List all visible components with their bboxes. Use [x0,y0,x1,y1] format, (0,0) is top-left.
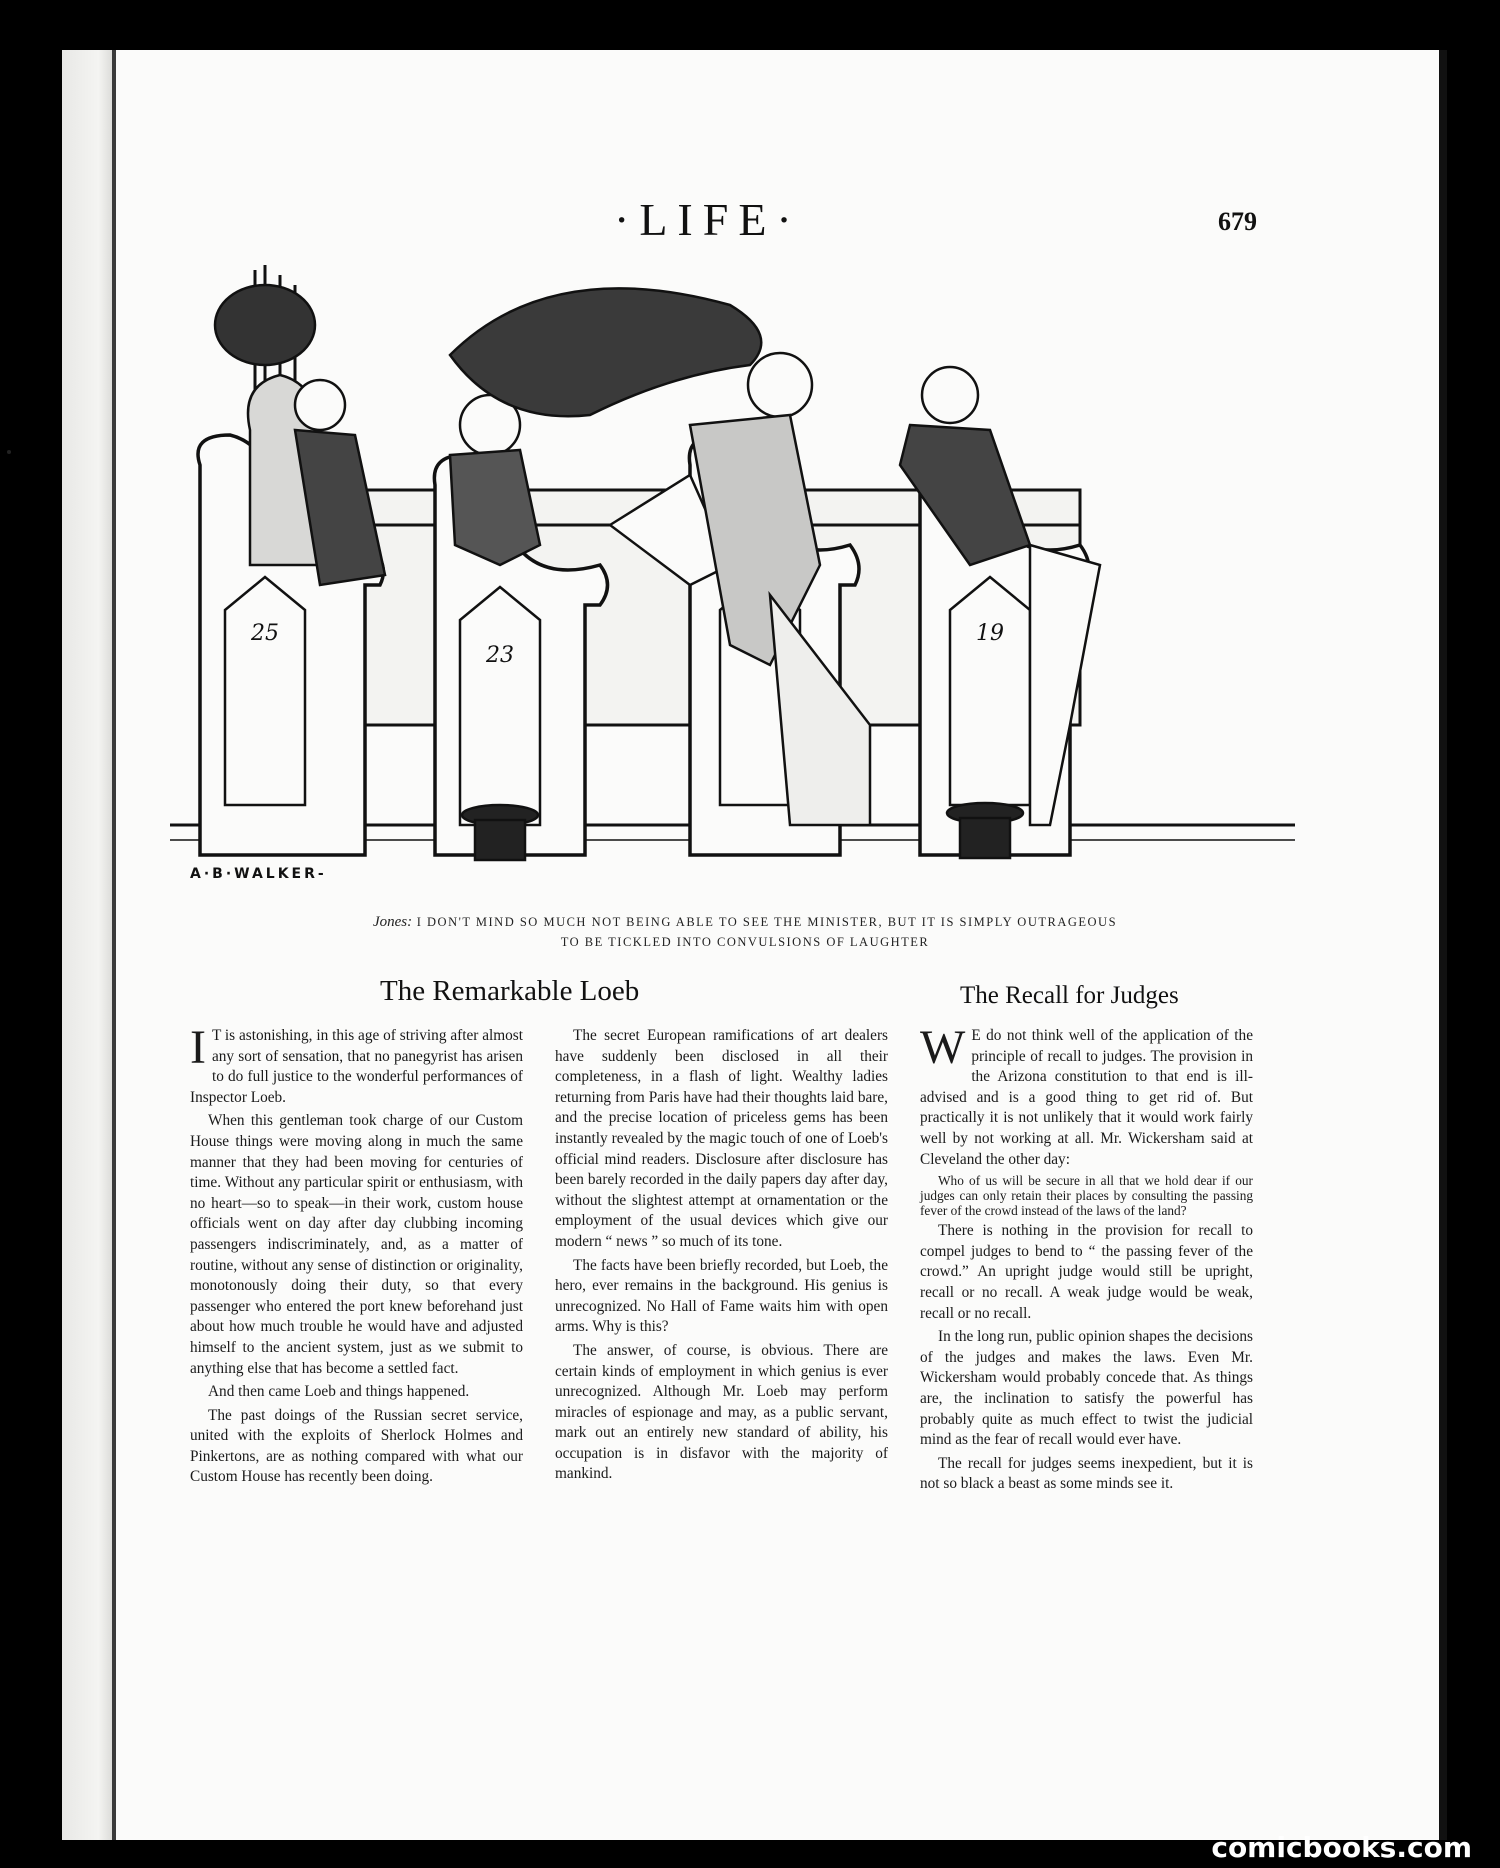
cartoon-caption [200,912,1290,952]
article-loeb-paragraph: The answer, of course, is obvious. There are certain kinds of employment in which genius is ever unrecognized. Although Mr. Loeb may perform miracles of espionage and may, as a public servant, mark out an entirely new standard of ability, his occupation is in disfavor with the majority of mankind. [555,1341,888,1483]
drop-cap: W [920,1021,966,1074]
article-loeb-paragraph: When this gentleman took charge of our Custom House things were moving along in much the same manner that they had been moving for centuries of time. Without any particular spirit or enthusiasm, with no heart—so to speak—in their work, custom house officials went on day after day clubbing incoming passengers indiscriminately, and, as a matter of routine, without any sense of distinction or originality, monotonously doing their duty, so that every passenger who entered the port knew beforehand just about how much trouble he would have and adjusted himself to the ancient system, just as we submit to anything else that has become a settled fact. [190,1112,523,1377]
article-recall-paragraph: There is nothing in the provision for recall to compel judges to bend to “ the passing fever of the crowd.” An upright judge would still be upright, recall or no recall. A weak judge would be weak, recall or no recall. [920,1222,1253,1322]
caption-speaker: Jones: [372,914,413,930]
site-watermark: comicbooks.com [1211,1831,1472,1864]
article-recall-column [920,1021,1253,1498]
scan-speck [7,450,11,454]
article-recall-paragraph: In the long run, public opinion shapes the decisions of the judges and makes the laws. Even Mr. Wickersham would probably concede that. As things are, the inclination to satisfy the powerful has probably quite as much effect to twist the judicial mind as the fear of recall would ever have. [920,1328,1253,1449]
article-title-loeb: The Remarkable Loeb [380,975,640,1007]
pew-number-25: 25 [251,621,279,646]
article-loeb-paragraph: The facts have been briefly recorded, but Loeb, the hero, ever remains in the background. His genius is unrecognized. No Hall of Fame waits him with open arms. Why is this? [555,1256,888,1336]
pew-number-19: 19 [976,621,1004,646]
magazine-title: ·LIFE· [614,194,802,245]
caption-line-2: TO BE TICKLED INTO CONVULSIONS OF LAUGHTER [560,935,930,949]
caption-line-1: I DON'T MIND SO MUCH NOT BEING ABLE TO SEE THE MINISTER, BUT IT IS SIMPLY OUTRAGEOUS [416,915,1118,929]
pew-number-23: 23 [486,643,514,668]
paragraph-text: T is astonishing, in this age of striving after almost any sort of sensation, that no panegyrist has arisen to do full justice to the wonderful performances of Inspector Loeb. [190,1027,523,1106]
paragraph-text: E do not think well of the application of the principle of recall to judges. The provision in the Arizona constitution to that end is ill-advised and is a good thing to get rid of. But practically it is not unlikely that it would work fairly well by not working at all. Mr. Wickersham said at Cleveland the other day: [920,1027,1253,1168]
article-recall-paragraph [920,1021,1253,1170]
page-number: 679 [1218,207,1257,236]
article-loeb-column-2 [555,1026,888,1488]
article-loeb-column-1 [190,1021,523,1491]
article-loeb-paragraph [190,1021,523,1108]
article-title-recall: The Recall for Judges [960,982,1179,1009]
church-pew-cartoon [170,265,1295,880]
page-edge [1439,50,1447,1840]
page-spine [62,50,114,1840]
artist-signature: A·B·WALKER- [190,866,327,882]
spine-shadow [112,50,116,1840]
article-loeb-paragraph: The past doings of the Russian secret service, united with the exploits of Sherlock Holmes and Pinkertons, are as nothing compared with what our Custom House has recently been doing. [190,1406,523,1486]
drop-cap: I [190,1021,206,1074]
wickersham-quote: Who of us will be secure in all that we hold dear if our judges can only retain their places by consulting the passing fever of the crowd instead of the laws of the land? [920,1173,1253,1219]
article-loeb-paragraph: The secret European ramifications of art dealers have suddenly been disclosed in all their completeness, in a flash of light. Wealthy ladies returning from Paris have had their thoughts laid bare, and the precise location of priceless gems has been instantly revealed by the magic touch of one of Loeb's official mind readers. Disclosure after disclosure has been barely recorded in the daily papers day after day, without the slightest attempt at ornamentation or the employment of the usual devices which give our modern “ news ” so much of its tone. [555,1027,888,1250]
article-loeb-paragraph: And then came Loeb and things happened. [208,1383,470,1401]
article-recall-paragraph: The recall for judges seems inexpedient, but it is not so black a beast as some minds see it. [920,1454,1253,1493]
